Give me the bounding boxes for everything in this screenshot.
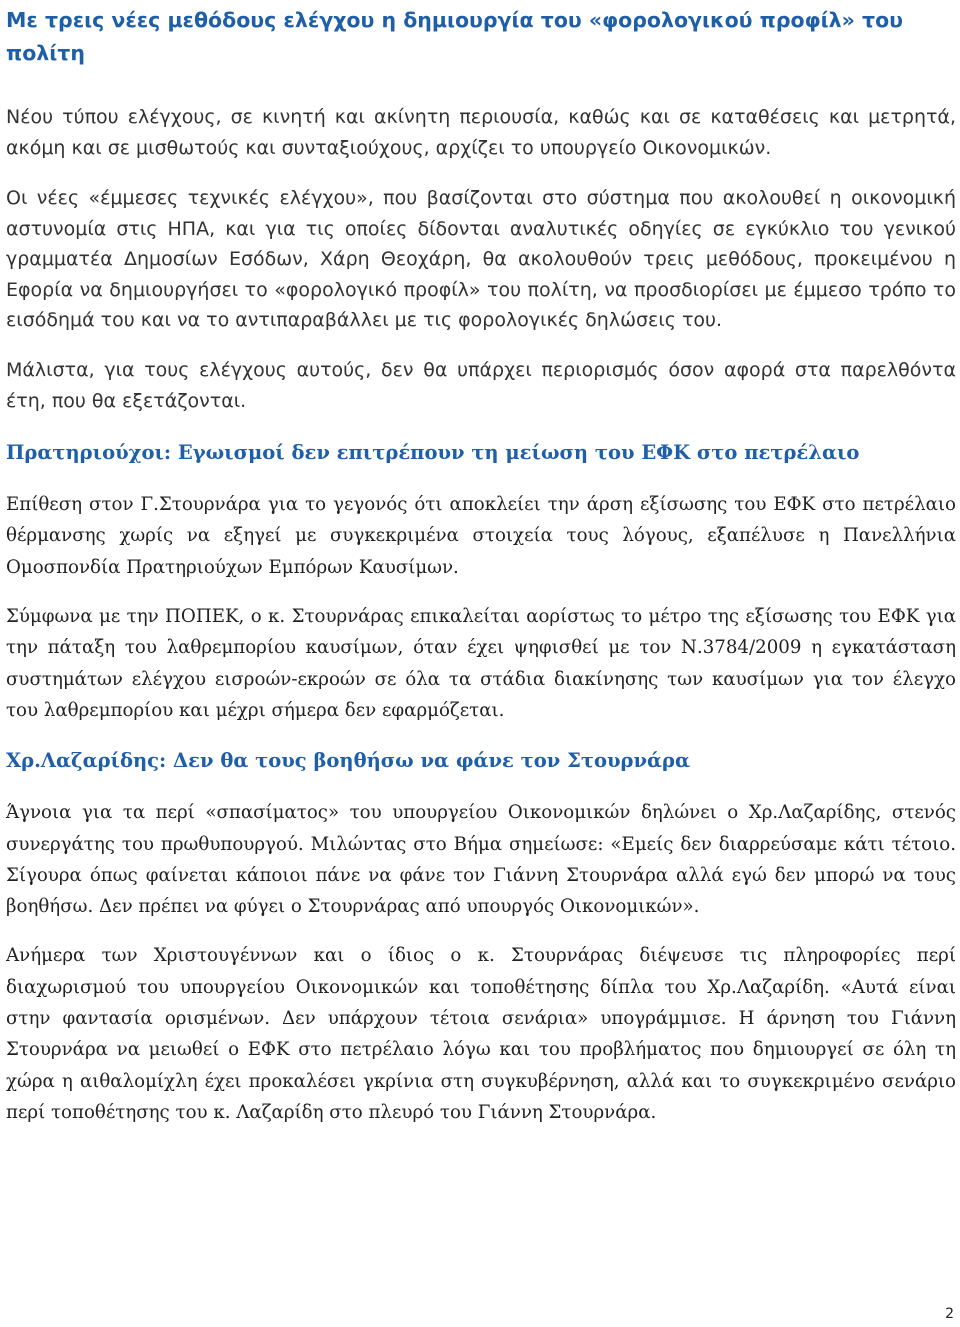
section-title-lazaridis: Χρ.Λαζαρίδης: Δεν θα τους βοηθήσω να φάνε τον Στουρνάρα <box>6 749 691 773</box>
intro-paragraph: Νέου τύπου ελέγχους, σε κινητή και ακίνητη περιουσία, καθώς και σε καταθέσεις και μετρητά, ακόμη και σε μισθωτούς και συνταξιούχους, αρχίζει το υπουργείο Οικονομικών. <box>6 106 956 159</box>
document-page <box>6 0 956 1128</box>
article-headline: Με τρεις νέες μεθόδους ελέγχου η δημιουργία του «φορολογικού προφίλ» του πολίτη <box>6 8 903 65</box>
lazaridis-paragraph-2: Ανήμερα των Χριστουγέννων και ο ίδιος ο κ. Στουρνάρας διέψευσε τις πληροφορίες περί διαχωρισμού του υπουργείου Οικονομικών και τοποθέτησης δίπλα του Χρ.Λαζαρίδη. «Αυτά είναι στην φαντασία ορισμένων. Δεν υπάρχουν τέτοια σενάρια» υπογράμμισε. Η άρνηση του Γιάννη Στουρνάρα να μειωθεί ο ΕΦΚ στο πετρέλαιο λόγω και του προβλήματος που δημιουργεί σε όλη τη χώρα η αιθαλομίχλη έχει προκαλέσει γκρίνια στη συγκυβέρνηση, αλλά και το συγκεκριμένο σενάριο περί τοποθέτησης του κ. Λαζαρίδη στο πλευρό του Γιάννη Στουρνάρα. <box>6 945 956 1123</box>
years-paragraph: Μάλιστα, για τους ελέγχους αυτούς, δεν θα υπάρχει περιορισμός όσον αφορά στα παρελθόντα έτη, που θα εξετάζονται. <box>6 358 956 412</box>
fuel-retailers-paragraph-2: Σύμφωνα με την ΠΟΠΕΚ, ο κ. Στουρνάρας επικαλείται αορίστως το μέτρο της εξίσωσης του ΕΦΚ για την πάταξη του λαθρεμπορίου καυσίμων, όταν έχει ψηφισθεί με τον Ν.3784/2009 η εγκατάσταση συστημάτων ελέγχου εισροών-εκροών σε όλα τα στάδια διακίνησης των καυσίμων για τον έλεγχο του λαθρεμπορίου και μέχρι σήμερα δεν εφαρμόζεται. <box>6 606 956 721</box>
methods-paragraph: Οι νέες «έμμεσες τεχνικές ελέγχου», που βασίζονται στο σύστημα που ακολουθεί η οικονομική αστυνομία στις ΗΠΑ, και για τις οποίες δίδονται αναλυτικές οδηγίες σε εγκύκλιο του γενικού γραμματέα Δημοσίων Εσόδων, Χάρη Θεοχάρη, θα ακολουθούν τρεις μεθόδους, προκειμένου η Εφορία να δημιουργήσει το «φορολογικό προφίλ» του πολίτη, να προσδιορίσει με έμμεσο τρόπο το εισόδημά του και να το αντιπαραβάλλει με τις φορολογικές δηλώσεις του. <box>6 187 956 332</box>
lazaridis-paragraph-1: Άγνοια για τα περί «σπασίματος» του υπουργείου Οικονομικών δηλώνει ο Χρ.Λαζαρίδης, στενός συνεργάτης του πρωθυπουργού. Μιλώντας στο Βήμα σημείωσε: «Εμείς δεν διαρρεύσαμε κάτι τέτοιο. Σίγουρα όπως φαίνεται κάποιοι πάνε να φάνε τον Γιάννη Στουρνάρα αλλά εγώ δεν μπορώ να τους βοηθήσω. Δεν πρέπει να φύγει ο Στουρνάρας από υπουργός Οικονομικών». <box>6 802 956 918</box>
page-number: 2 <box>945 1306 954 1322</box>
section-title-fuel-retailers: Πρατηριούχοι: Εγωισμοί δεν επιτρέπουν τη μείωση του ΕΦΚ στο πετρέλαιο <box>6 441 860 465</box>
fuel-retailers-paragraph-1: Επίθεση στον Γ.Στουρνάρα για το γεγονός ότι αποκλείει την άρση εξίσωσης του ΕΦΚ στο πετρέλαιο θέρμανσης χωρίς να εξηγεί με συγκεκριμένα στοιχεία τους λόγους, εξαπέλυσε η Πανελλήνια Ομοσπονδία Πρατηριούχων Εμπόρων Καυσίμων. <box>6 494 956 578</box>
